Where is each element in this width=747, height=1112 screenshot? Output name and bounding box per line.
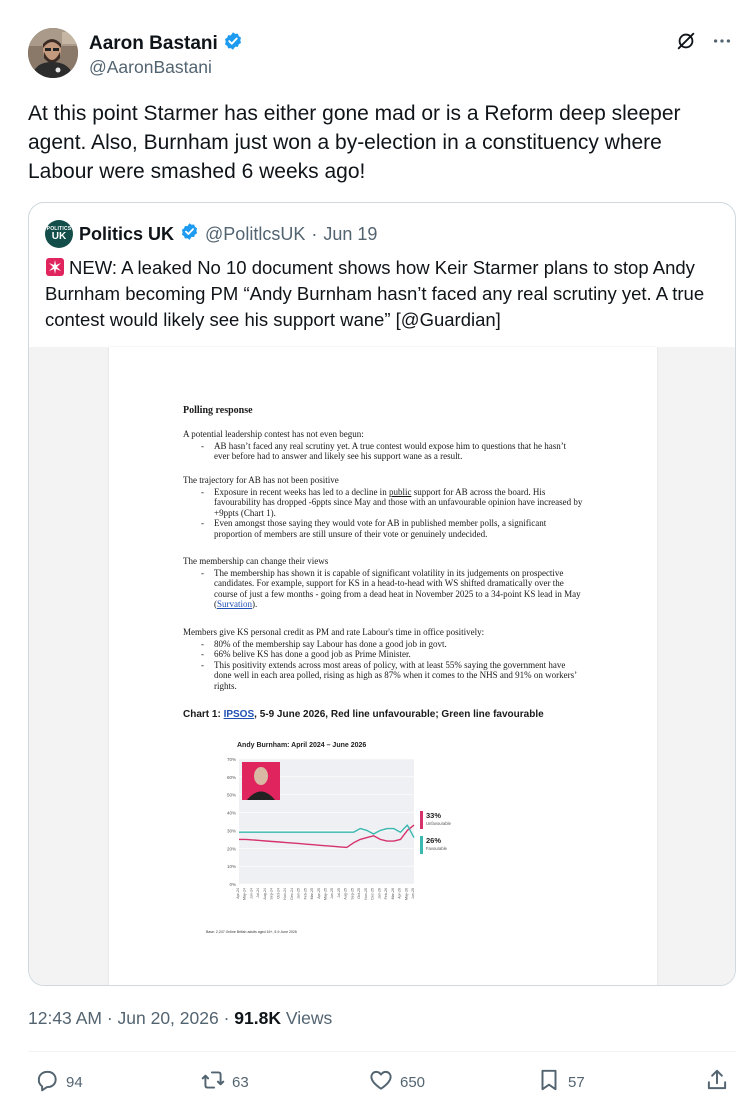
like-count: 650 xyxy=(400,1073,426,1091)
x-tick-label: Jan-26 xyxy=(377,888,382,899)
chart-caption-prefix: Chart 1: xyxy=(183,709,224,720)
y-tick-label: 0% xyxy=(229,882,236,887)
chart-base-note: Base: 2,247 Online British adults aged 16+, 5-9 June 2026 xyxy=(206,930,297,934)
y-tick-label: 40% xyxy=(226,810,236,816)
x-tick-label: Jul-25 xyxy=(336,888,341,898)
x-tick-label: Jun-26 xyxy=(411,888,415,899)
views-count[interactable]: 91.8K xyxy=(234,1008,281,1028)
doc-bullet: - 80% of the membership say Labour has done a good job in govt. xyxy=(183,639,583,650)
share-button[interactable] xyxy=(704,1067,730,1097)
avatar[interactable] xyxy=(28,28,78,78)
doc-bullet: - 66% belive KS has done a good job as Prime Minister. xyxy=(183,649,583,660)
x-tick-label: Sep-24 xyxy=(269,888,274,900)
y-tick-label: 70% xyxy=(226,757,236,762)
burnham-photo-face xyxy=(254,767,268,785)
reply-icon xyxy=(34,1067,60,1097)
timestamp: 12:43 AM · Jun 20, 2026 · 91.8K Views xyxy=(28,1008,333,1028)
y-tick-label: 50% xyxy=(226,792,236,798)
logo-bottom-text: UK xyxy=(51,230,67,242)
heart-icon xyxy=(368,1067,394,1097)
quoted-tweet-header xyxy=(45,220,377,248)
bookmark-count: 57 xyxy=(568,1073,585,1091)
author-handle[interactable]: @AaronBastani xyxy=(89,57,212,77)
legend-bar-unfavourable xyxy=(420,811,423,829)
x-tick-label: Apr-24 xyxy=(236,888,240,899)
legend-bar-favourable xyxy=(420,836,423,854)
doc-section-lead: The trajectory for AB has not been positive xyxy=(183,475,339,485)
bookmark-button[interactable] xyxy=(536,1067,585,1097)
x-tick-label: Dec-24 xyxy=(289,888,294,900)
document-image[interactable] xyxy=(29,347,735,986)
x-tick-label: Jan-25 xyxy=(296,888,301,899)
repost-icon xyxy=(200,1067,226,1097)
chart-caption-rest: , 5-9 June 2026, Red line unfavourable; Green line favourable xyxy=(254,709,544,720)
y-tick-label: 60% xyxy=(226,774,236,780)
x-tick-label: Jun-24 xyxy=(249,888,254,899)
doc-bullet: - AB hasn’t faced any real scrutiny yet. A true contest would expose him to questions that he hasn’t ever before had to answer and likely see his support wane as a result. xyxy=(183,441,583,462)
doc-bullet: - Exposure in recent weeks has led to a decline in public support for AB across the board. His favourability has dropped -6ppts since May and those with an unfavourable opinion have increased by +9ppts (Chart 1). xyxy=(183,487,583,519)
doc-section-1 xyxy=(183,429,583,462)
grok-icon[interactable] xyxy=(675,30,697,52)
verified-badge-icon xyxy=(180,222,199,246)
quoted-date[interactable]: Jun 19 xyxy=(323,223,378,244)
x-tick-label: Feb-25 xyxy=(303,888,308,900)
dot-separator: · xyxy=(311,223,318,244)
leaked-document xyxy=(109,347,657,986)
doc-section-lead: Members give KS personal credit as PM and rate Labour's time in office positively: xyxy=(183,627,485,637)
underlined-word: public xyxy=(388,486,412,497)
logo-top-text: POLITICS xyxy=(46,225,72,232)
x-tick-label: Oct-25 xyxy=(357,888,362,899)
doc-section-lead: A potential leadership contest has not even begun: xyxy=(183,429,364,439)
author-name-text[interactable]: Aaron Bastani xyxy=(89,33,218,54)
doc-section-3 xyxy=(183,556,583,610)
doc-bullet: - Even amongst those saying they would vote for AB in published member polls, a significant proportion of members are still unsure of their vote or genuinely undecided. xyxy=(183,518,583,539)
quoted-tweet-text xyxy=(45,255,721,333)
x-tick-label: Apr-26 xyxy=(397,888,402,899)
repost-button[interactable] xyxy=(200,1067,249,1097)
quoted-text-body: NEW: A leaked No 10 document shows how Keir Starmer plans to stop Andy Burnham becoming PM “Andy Burnham hasn’t faced any real scrutiny yet. A true contest would likely see his support wane” [@Guardian] xyxy=(45,257,705,330)
quoted-tweet[interactable] xyxy=(28,202,736,986)
x-tick-label: Aug-24 xyxy=(262,888,267,900)
legend-name-unfavourable: Unfavourable xyxy=(426,821,451,826)
action-bar xyxy=(28,1067,736,1099)
quoted-author-handle[interactable]: @PolitlcsUK xyxy=(205,223,306,244)
x-tick-label: May-24 xyxy=(242,888,247,900)
chart-caption xyxy=(183,709,544,720)
politics-uk-logo[interactable] xyxy=(45,220,73,248)
tweet-top-actions xyxy=(675,30,733,52)
x-tick-label: May-26 xyxy=(404,888,409,900)
bookmark-icon xyxy=(536,1067,562,1097)
x-tick-label: Mar-26 xyxy=(390,888,395,900)
x-tick-label: Oct-24 xyxy=(276,888,281,899)
ipsos-link[interactable]: IPSOS xyxy=(223,709,255,720)
doc-bullet: - This positivity extends across most areas of policy, with at least 55% saying the government have done well in each area polled, rising as high as 87% when it comes to the NHS and 91% on workers’ rights. xyxy=(183,660,583,692)
x-tick-label: Nov-25 xyxy=(363,888,368,900)
more-options-icon[interactable] xyxy=(711,30,733,52)
legend-name-favourable: Favourable xyxy=(426,846,447,851)
divider xyxy=(28,1051,736,1052)
x-tick-label: Nov-24 xyxy=(283,888,288,900)
repost-count: 63 xyxy=(232,1073,249,1091)
x-tick-label: Jun-25 xyxy=(330,888,335,899)
verified-badge-icon xyxy=(223,31,243,57)
doc-section-4 xyxy=(183,627,583,692)
doc-section-2 xyxy=(183,475,583,540)
x-tick-label: Mar-25 xyxy=(310,888,315,900)
x-tick-label: Aug-25 xyxy=(343,888,348,900)
chart-title: Andy Burnham: April 2024 – June 2026 xyxy=(237,742,367,749)
reply-button[interactable] xyxy=(34,1067,83,1097)
burnham-chart xyxy=(219,739,549,929)
like-button[interactable] xyxy=(368,1067,425,1097)
x-tick-label: Dec-25 xyxy=(370,888,375,900)
tweet-date[interactable]: Jun 20, 2026 xyxy=(117,1008,219,1028)
quoted-author-name[interactable]: Politics UK xyxy=(79,223,175,244)
y-tick-label: 30% xyxy=(226,828,236,834)
survation-link[interactable]: Survation xyxy=(217,599,252,610)
tweet-text: At this point Starmer has either gone mad or is a Reform deep sleeper agent. Also, Burnham just won a by-election in a constituency where Labour were smashed 6 weeks ago! xyxy=(28,102,681,183)
tweet-time[interactable]: 12:43 AM xyxy=(28,1008,102,1028)
author-name[interactable] xyxy=(89,31,243,57)
reply-count: 94 xyxy=(66,1073,83,1091)
x-tick-label: Feb-26 xyxy=(384,888,389,900)
x-tick-label: May-25 xyxy=(323,888,328,900)
views-label: Views xyxy=(285,1008,333,1028)
x-tick-label: Jul-24 xyxy=(256,888,261,898)
doc-heading: Polling response xyxy=(183,405,253,416)
doc-section-lead: The membership can change their views xyxy=(183,556,329,566)
y-tick-label: 20% xyxy=(226,846,236,852)
legend-value-unfavourable: 33% xyxy=(426,811,442,820)
doc-bullet: - The membership has shown it is capable of significant volatility in its judgements on prospective candidates. For example, support for KS in a head-to-head with WS shifted dramatically over the course of just a few months - going from a dead heat in November 2025 to a 34-point KS lead in May (Survation). xyxy=(183,568,583,610)
y-tick-label: 10% xyxy=(226,864,236,870)
siren-icon xyxy=(45,257,65,277)
share-icon xyxy=(704,1067,730,1097)
legend-value-favourable: 26% xyxy=(426,836,442,845)
x-tick-label: Sep-25 xyxy=(350,888,355,900)
x-tick-label: Apr-25 xyxy=(316,888,321,899)
